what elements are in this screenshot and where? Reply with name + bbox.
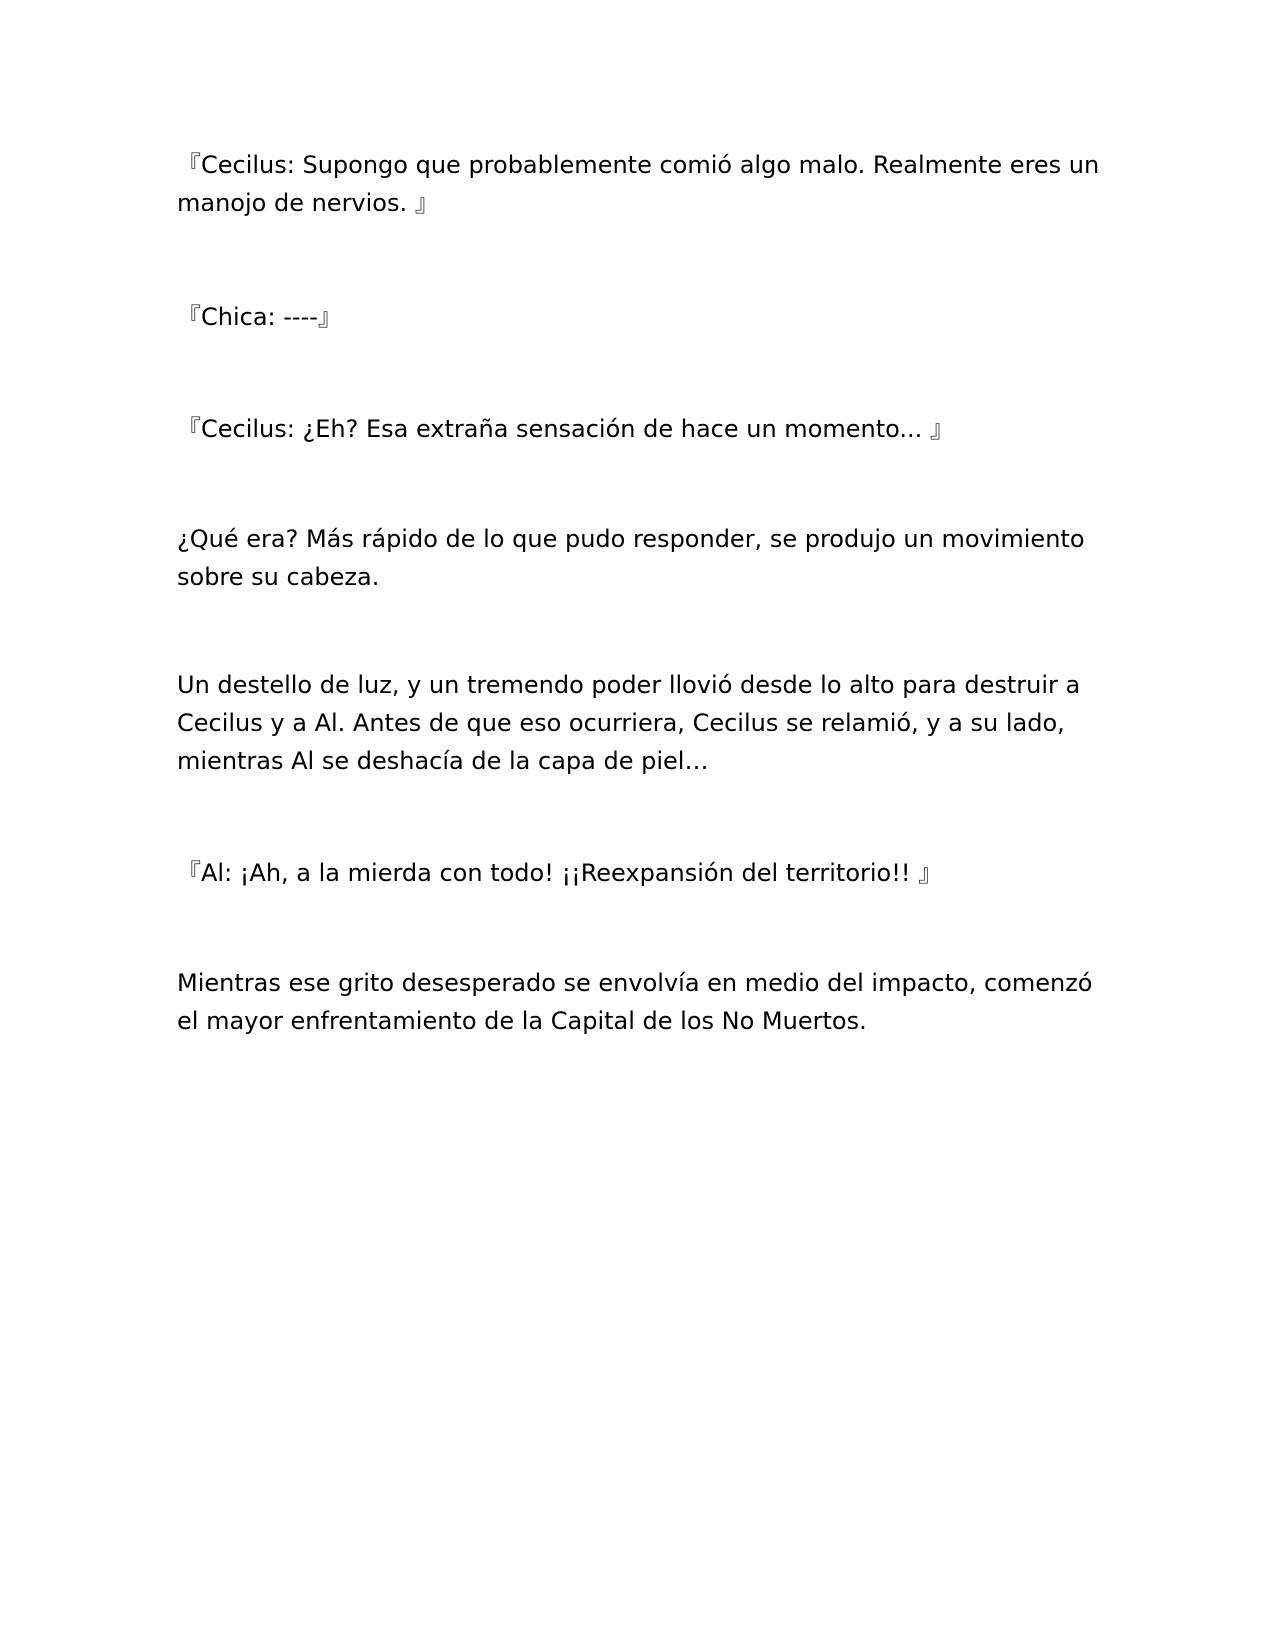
narration-paragraph-1 <box>177 520 1107 596</box>
dialogue-chica <box>177 298 1107 336</box>
dialogue-cecilus-2 <box>177 410 1107 448</box>
text-line: Mientras ese grito desesperado se envolvía en medio del impacto, comenzó <box>177 969 1093 997</box>
text-line: mientras Al se deshacía de la capa de piel… <box>177 747 709 775</box>
text-line: 『Cecilus: ¿Eh? Esa extraña sensación de hace un momento... 』 <box>177 415 954 443</box>
text-line: el mayor enfrentamiento de la Capital de los No Muertos. <box>177 1007 867 1035</box>
text-line: sobre su cabeza. <box>177 563 380 591</box>
narration-paragraph-2 <box>177 666 1107 780</box>
narration-paragraph-3 <box>177 964 1107 1040</box>
dialogue-al <box>177 854 1107 892</box>
text-line: 『Chica: ----』 <box>177 303 342 331</box>
text-line: manojo de nervios. 』 <box>177 189 439 217</box>
text-line: 『Al: ¡Ah, a la mierda con todo! ¡¡Reexpansión del territorio!! 』 <box>177 859 943 887</box>
text-line: 『Cecilus: Supongo que probablemente comió algo malo. Realmente eres un <box>177 151 1100 179</box>
text-line: Cecilus y a Al. Antes de que eso ocurriera, Cecilus se relamió, y a su lado, <box>177 709 1065 737</box>
text-line: ¿Qué era? Más rápido de lo que pudo responder, se produjo un movimiento <box>177 525 1085 553</box>
dialogue-cecilus-1 <box>177 146 1107 222</box>
text-line: Un destello de luz, y un tremendo poder llovió desde lo alto para destruir a <box>177 671 1081 699</box>
